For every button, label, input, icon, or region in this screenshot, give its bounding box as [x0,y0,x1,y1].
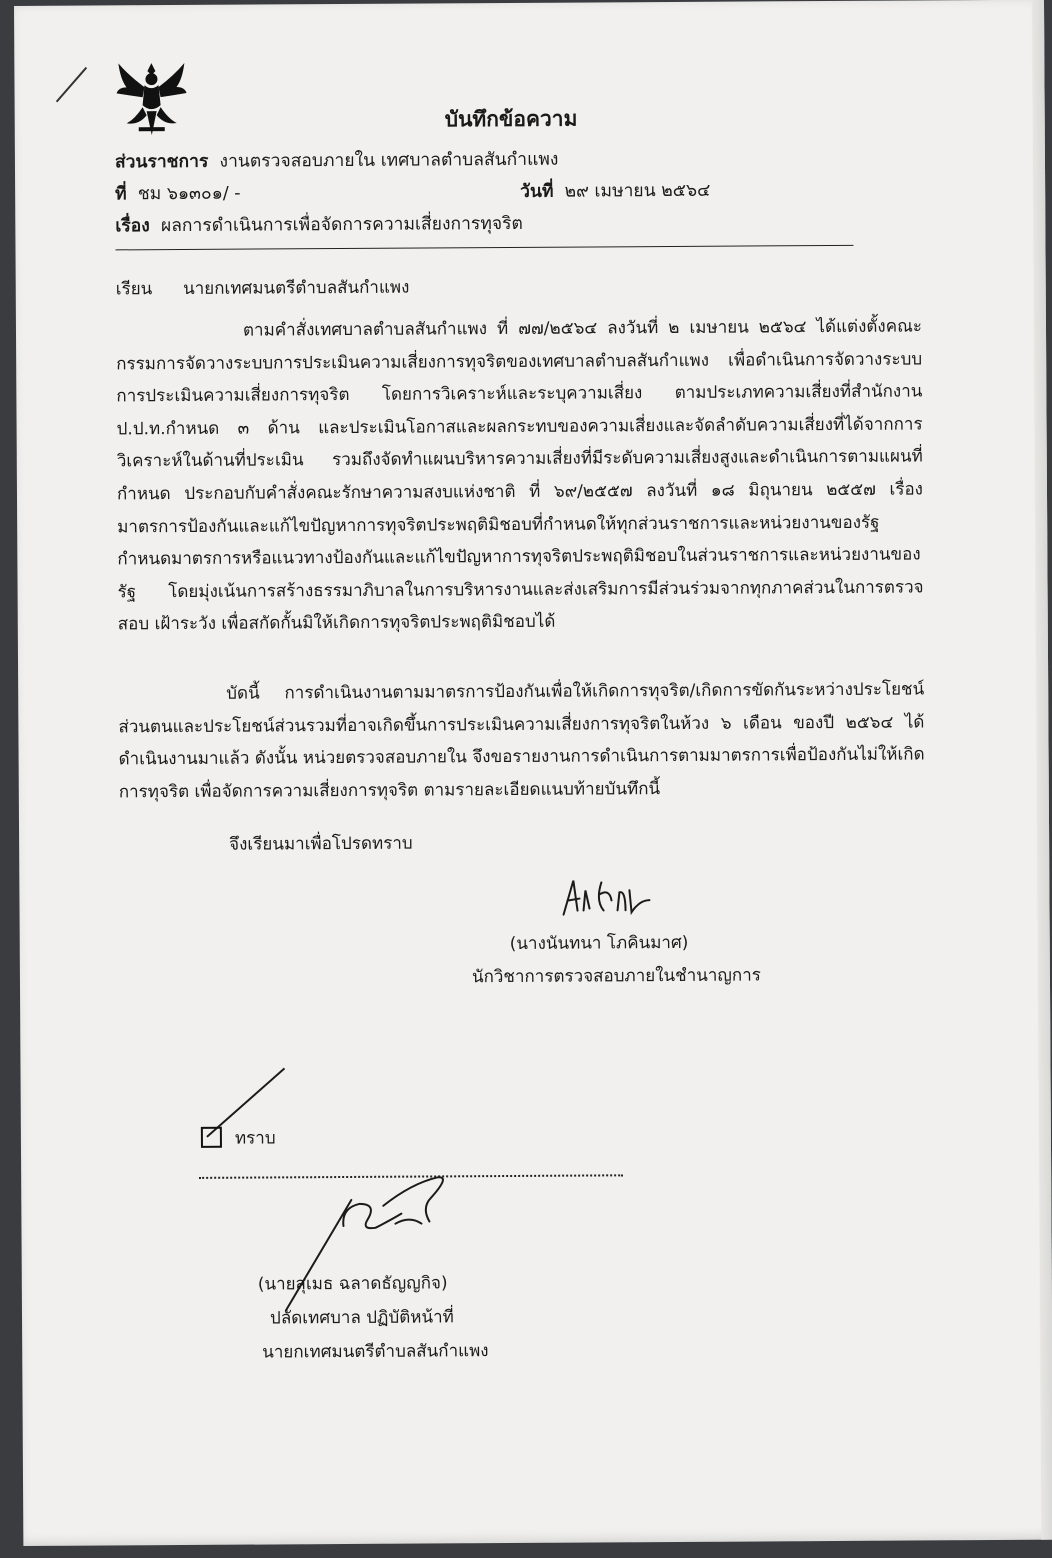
subject-value: ผลการดำเนินการเพื่อจัดการความเสี่ยงการทุจริต [160,213,523,237]
paragraph-1: ตามคำสั่งเทศบาลตำบลสันกำแพง ที่ ๗๗/๒๕๖๔ ลงวันที่ ๒ เมษายน ๒๕๖๔ ได้แต่งตั้งคณะกรรมการจัดวางระบบการประเมินความเสี่ยงการทุจริตของเทศบาลตำบลสันกำแพง เพื่อดำเนินการจัดวางระบบการประเมินความเสี่ยงการทุจริต โดยการวิเคราะห์และระบุความเสี่ยง ตามประเภทความเสี่ยงที่สำนักงาน ป.ป.ท.กำหนด ๓ ด้าน และประเมินโอกาสและผลกระทบของความเสี่ยงและจัดลำดับความเสี่ยงที่ได้จากการวิเคราะห์ในด้านที่ประเมิน รวมถึงจัดทำแผนบริหารความเสี่ยงที่มีระดับความเสี่ยงสูงและดำเนินการตามแผนที่กำหนด ประกอบกับคำสั่งคณะรักษาความสงบแห่งชาติ ที่ ๖๙/๒๕๕๗ ลงวันที่ ๑๘ มิถุนายน ๒๕๕๗ เรื่อง มาตรการป้องกันและแก้ไขปัญหาการทุจริตประพฤติมิชอบที่กำหนดให้ทุกส่วนราชการและหน่วยงานของรัฐ กำหนดมาตรการหรือแนวทางป้องกันและแก้ไขปัญหาการทุจริตประพฤติมิชอบในส่วนราชการและหน่วยงานของรัฐ โดยมุ่งเน้นการสร้างธรรมาภิบาลในการบริหารงานและส่งเสริมการมีส่วนร่วมจากทุกภาคส่วนในการตรวจสอบ เฝ้าระวัง เพื่อสกัดกั้นมิให้เกิดการทุจริตประพฤติมิชอบได้ [116,316,924,635]
signer-position: นักวิชาการตรวจสอบภายในชำนาญการ [471,965,761,988]
agency-label: ส่วนราชการ [114,151,209,173]
ref-line [115,179,241,208]
subject-line [115,209,523,239]
garuda-emblem-icon [114,57,188,139]
endorser-name: (นายสุเมธ ฉลาดธัญญกิจ) [257,1273,448,1295]
acknowledge-checkbox [201,1127,222,1148]
memo-page [14,0,1052,1546]
endorser-position-1: ปลัดเทศบาล ปฏิบัติหน้าที่ [269,1307,454,1329]
page-edge [1032,0,1052,1540]
salutation-label: เรียน [115,279,153,300]
closing-line: จึงเรียนมาเพื่อโปรดทราบ [229,833,413,855]
signer-name: (นางนันทนา โภคินมาศ) [509,932,689,954]
memo-title: บันทึกข้อความ [444,106,578,132]
subject-label: เรื่อง [115,216,150,237]
salutation-value: นายกเทศมนตรีตำบลสันกำแพง [183,277,410,299]
ref-label: ที่ [115,184,127,205]
date-value: ๒๙ เมษายน ๒๕๖๔ [564,180,711,202]
pen-mark [54,64,94,104]
agency-line [115,145,559,176]
date-line [520,176,710,205]
ref-value: ชม ๖๑๓๐๑/ - [137,183,241,205]
paragraph-2: บัดนี้ การดำเนินงานตามมาตรการป้องกันเพื่อให้เกิดการทุจริต/เกิดการขัดกันระหว่างประโยชน์ส่วนตนและประโยชน์ส่วนรวมที่อาจเกิดขึ้นการประเมินความเสี่ยงการทุจริตในห้วง ๖ เดือน ของปี ๒๕๖๔ ได้ดำเนินงานมาแล้ว ดังนั้น หน่วยตรวจสอบภายใน จึงขอรายงานการดำเนินการตามมาตรการเพื่อป้องกันไม่ให้เกิดการทุจริต เพื่อจัดการความเสี่ยงการทุจริต ตามรายละเอียดแนบท้ายบันทึกนี้ [118,679,925,803]
header-divider [115,245,853,251]
agency-value: งานตรวจสอบภายใน เทศบาลตำบลสันกำแพง [219,149,559,172]
date-label: วันที่ [520,181,554,202]
endorser-position-2: นายกเทศมนตรีตำบลสันกำแพง [262,1341,489,1363]
acknowledge-label: ทราบ [234,1128,276,1149]
signature-1 [559,870,659,923]
salutation [116,272,410,306]
